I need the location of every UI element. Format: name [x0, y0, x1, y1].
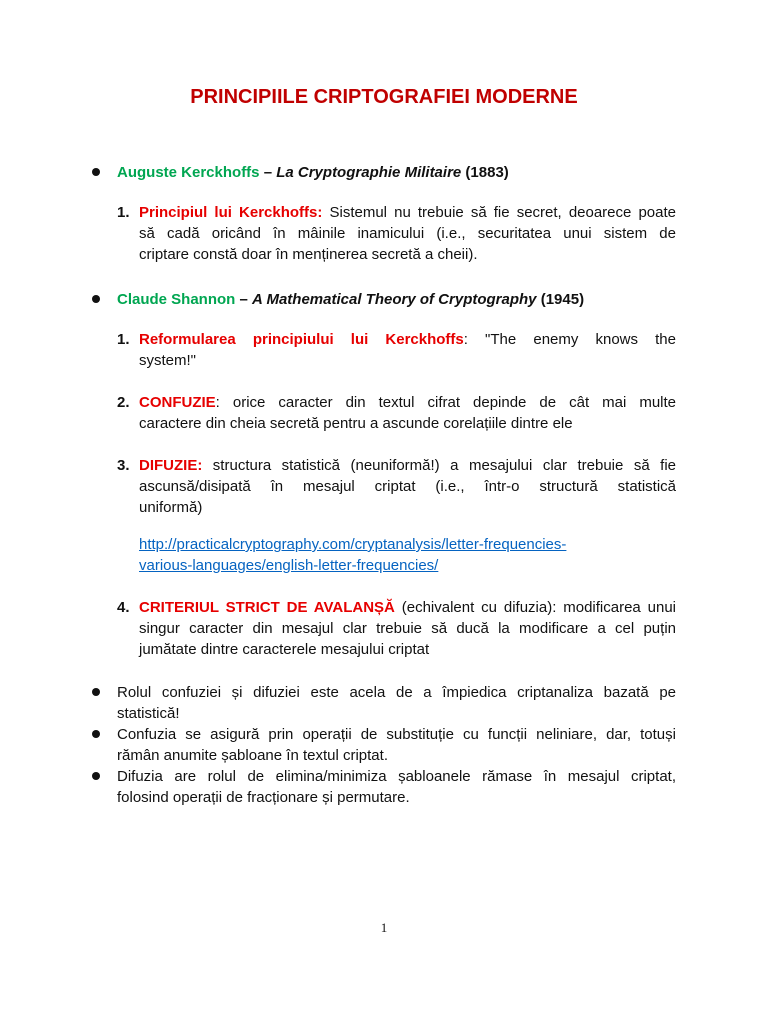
text-line: singur caracter din mesajul clar trebuie să ducă la modificare a cel puțin [139, 620, 676, 637]
text-line: Confuzia se asigură prin operații de substituție cu funcții neliniare, dar, totuși [117, 726, 676, 743]
text-line: Difuzia are rolul de elimina/minimiza șabloanele rămase în mesajul criptat, [117, 768, 676, 785]
dash: – [259, 164, 277, 181]
letter-frequencies-link[interactable] [139, 534, 676, 576]
dash: – [235, 291, 253, 308]
bullet-icon [92, 295, 100, 303]
link-line[interactable]: various-languages/english-letter-frequencies/ [139, 557, 439, 574]
section-heading-shannon [117, 289, 676, 310]
text-line: caractere din cheia secretă pentru a ascunde corelațiile dintre ele [139, 415, 573, 432]
text-line [139, 202, 676, 223]
note-item [117, 724, 676, 766]
description: structura statistică (neuniformă!) a mesajului clar trebuie să fie [202, 457, 676, 474]
section-heading-kerckhoffs [117, 162, 676, 183]
note-item [117, 766, 676, 808]
term: DIFUZIE: [139, 457, 203, 474]
note-item [117, 682, 676, 724]
avalanche-item [139, 597, 676, 660]
item-number: 1. [117, 204, 130, 221]
author-name: Auguste Kerckhoffs [117, 164, 260, 181]
text-line [139, 392, 676, 413]
text-line: folosind operații de fracționare și permutare. [117, 789, 410, 806]
text-line: Rolul confuziei și difuziei este acela de a împiedica criptanaliza bazată pe [117, 684, 676, 701]
description: Sistemul nu trebuie să fie secret, deoarece poate [322, 204, 676, 221]
item-number: 2. [117, 394, 130, 411]
description: : "The enemy knows the [463, 331, 676, 348]
text-line [139, 455, 676, 476]
text-line: jumătate dintre caracterele mesajului criptat [139, 641, 430, 658]
text-line [139, 597, 676, 618]
page-number: 1 [380, 920, 388, 935]
term: Principiul lui Kerckhoffs: [139, 204, 323, 221]
text-line: să cadă oricând în mâinile inamicului (i.e., securitatea unui sistem de [139, 225, 676, 242]
text-line: statistică! [117, 705, 180, 722]
text-line: system!" [139, 352, 196, 369]
text-line [139, 329, 676, 350]
text-line: rămân anumite șabloane în textul criptat. [117, 747, 388, 764]
work-year: (1945) [536, 291, 585, 308]
text-line: uniformă) [139, 499, 203, 516]
work-title: A Mathematical Theory of Cryptography [252, 291, 537, 308]
item-number: 3. [117, 457, 130, 474]
item-number: 1. [117, 331, 130, 348]
diffusion-item [139, 455, 676, 518]
confusion-item [139, 392, 676, 434]
text-line: criptare constă doar în menținerea secretă a cheii). [139, 246, 478, 263]
work-year: (1883) [461, 164, 509, 181]
term: Reformularea principiului lui Kerckhoffs [139, 331, 464, 348]
page-title: PRINCIPIILE CRIPTOGRAFIEI MODERNE [190, 86, 578, 108]
bullet-icon [92, 772, 100, 780]
term: CONFUZIE [139, 394, 216, 411]
term: CRITERIUL STRICT DE AVALANȘĂ [139, 599, 395, 616]
kerckhoffs-principle [139, 202, 676, 265]
bullet-icon [92, 730, 100, 738]
text-line: ascunsă/disipată în mesajul criptat (i.e., într-o structură statistică [139, 478, 676, 495]
bullet-icon [92, 168, 100, 176]
description: : orice caracter din textul cifrat depinde de cât mai multe [215, 394, 676, 411]
work-title: La Cryptographie Militaire [276, 164, 462, 181]
link-line[interactable]: http://practicalcryptography.com/cryptanalysis/letter-frequencies- [139, 536, 567, 553]
author-name: Claude Shannon [117, 291, 236, 308]
reformulation-item [139, 329, 676, 371]
item-number: 4. [117, 599, 130, 616]
bullet-icon [92, 688, 100, 696]
description: (echivalent cu difuzia): modificarea unui [394, 599, 676, 616]
